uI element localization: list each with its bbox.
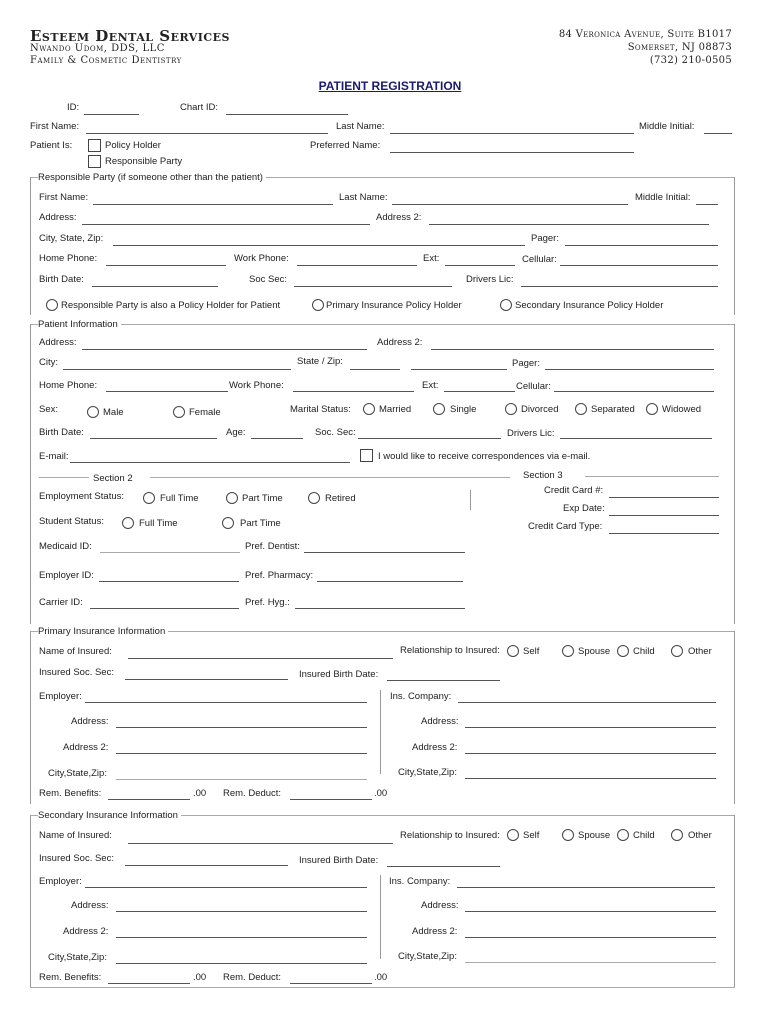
section2-line-left: [39, 477, 89, 478]
rp-work-phone-label: Work Phone:: [234, 253, 289, 264]
sec-cents2: .00: [374, 972, 388, 983]
pt-separated-label: Separated: [591, 404, 635, 415]
secondary-mid-divider: [380, 875, 381, 959]
rp-first-name-field[interactable]: [93, 204, 333, 205]
sec-rem-benefits-field[interactable]: [108, 983, 190, 984]
rp-address2-field[interactable]: [429, 224, 709, 225]
pref-pharmacy-label: Pref. Pharmacy:: [245, 570, 314, 581]
sec-child-label: Child: [633, 830, 655, 841]
pt-ext-label: Ext:: [422, 380, 439, 391]
stu-full-time-label: Full Time: [139, 518, 178, 529]
pt-ext-field[interactable]: [444, 391, 515, 392]
pri-spouse-label: Spouse: [578, 646, 611, 657]
pt-drivers-lic-label: Drivers Lic:: [507, 428, 555, 439]
employer-id-field[interactable]: [99, 581, 239, 582]
pt-zip-field[interactable]: [411, 369, 507, 370]
pt-cellular-field[interactable]: [554, 391, 714, 392]
responsible-right-border: [734, 177, 735, 315]
pri-employer-label: Employer:: [39, 691, 82, 702]
sec-insured-soc-label: Insured Soc. Sec:: [39, 853, 114, 864]
sec-address2-r-field[interactable]: [465, 937, 716, 938]
pt-email-label: E-mail:: [39, 451, 69, 462]
primary-left-border: [30, 631, 31, 804]
pri-relationship-label: Relationship to Insured:: [400, 645, 500, 656]
rp-soc-sec-label: Soc Sec:: [249, 274, 288, 285]
pt-widowed-radio[interactable]: [646, 403, 658, 415]
section2-line-right: [150, 477, 510, 478]
sec-ins-company-field[interactable]: [457, 887, 715, 888]
rp-primary-holder-label: Primary Insurance Policy Holder: [326, 300, 462, 311]
pri-address-r-label: Address:: [421, 716, 459, 727]
pt-birth-date-field[interactable]: [90, 438, 217, 439]
pri-csz-r-field[interactable]: [465, 778, 716, 779]
pt-soc-sec-field[interactable]: [358, 438, 501, 439]
rp-cellular-label: Cellular:: [522, 254, 557, 265]
primary-mid-divider: [380, 690, 381, 774]
rp-address2-label: Address 2:: [376, 212, 422, 223]
secondary-left-border: [30, 815, 31, 987]
rp-policy-holder-label: Responsible Party is also a Policy Holder for Patient: [61, 300, 281, 311]
primary-right-border: [734, 631, 735, 804]
rp-ext-label: Ext:: [423, 253, 440, 264]
pt-cellular-label: Cellular:: [516, 381, 551, 392]
first-name-field[interactable]: [86, 133, 328, 134]
pri-name-insured-field[interactable]: [128, 658, 393, 659]
pri-name-insured-label: Name of Insured:: [39, 646, 112, 657]
rp-policy-holder-radio[interactable]: [46, 299, 58, 311]
sec-cents1: .00: [193, 972, 207, 983]
street-address: 84 Veronica Avenue, Suite B1017: [558, 29, 732, 40]
pri-rem-deduct-field[interactable]: [290, 799, 372, 800]
sec-insured-birth-field[interactable]: [387, 866, 500, 867]
pt-home-phone-field[interactable]: [106, 391, 228, 392]
sec-relationship-label: Relationship to Insured:: [400, 830, 500, 841]
emp-retired-radio[interactable]: [308, 492, 320, 504]
rp-primary-holder-radio[interactable]: [312, 299, 324, 311]
pt-birth-date-label: Birth Date:: [39, 427, 84, 438]
secondary-section-title: Secondary Insurance Information: [38, 810, 181, 821]
secondary-bottom-border: [30, 987, 735, 988]
rp-secondary-holder-radio[interactable]: [500, 299, 512, 311]
rp-drivers-lic-label: Drivers Lic:: [466, 274, 514, 285]
rp-drivers-lic-field[interactable]: [521, 286, 718, 287]
pri-spouse-radio[interactable]: [562, 645, 574, 657]
exp-date-field[interactable]: [609, 515, 719, 516]
rp-home-phone-label: Home Phone:: [39, 253, 98, 264]
section3-title: Section 3: [523, 470, 563, 481]
pt-married-radio[interactable]: [363, 403, 375, 415]
emp-retired-label: Retired: [325, 493, 356, 504]
responsible-party-checkbox[interactable]: [88, 155, 101, 168]
pt-email-opt-checkbox[interactable]: [360, 449, 373, 462]
rp-pager-field[interactable]: [565, 245, 718, 246]
emp-part-time-label: Part Time: [242, 493, 283, 504]
exp-date-label: Exp Date:: [563, 503, 605, 514]
pt-male-radio[interactable]: [87, 406, 99, 418]
sec-self-label: Self: [523, 830, 540, 841]
section3-line: [585, 476, 719, 477]
id-label: ID:: [67, 102, 80, 113]
first-name-label: First Name:: [30, 121, 80, 132]
rp-soc-sec-field[interactable]: [294, 286, 452, 287]
sec-address-r-field[interactable]: [465, 911, 716, 912]
pt-city-field[interactable]: [63, 369, 291, 370]
emp-part-time-radio[interactable]: [226, 492, 238, 504]
pt-age-field[interactable]: [251, 438, 303, 439]
pt-city-label: City:: [39, 357, 58, 368]
pri-csz-l-field[interactable]: [116, 779, 367, 780]
pt-address2-field[interactable]: [431, 349, 714, 350]
pri-cents1: .00: [193, 788, 207, 799]
rp-home-phone-field[interactable]: [106, 265, 226, 266]
stu-part-time-label: Part Time: [240, 518, 281, 529]
pri-child-radio[interactable]: [617, 645, 629, 657]
pt-drivers-lic-field[interactable]: [560, 438, 712, 439]
employer-id-label: Employer ID:: [39, 570, 94, 581]
sec-address-l-label: Address:: [71, 900, 109, 911]
pri-address2-r-field[interactable]: [465, 753, 716, 754]
patient-left-border: [30, 324, 31, 624]
pri-insured-soc-field[interactable]: [125, 679, 288, 680]
sec-child-radio[interactable]: [617, 829, 629, 841]
preferred-name-field[interactable]: [390, 152, 634, 153]
medicaid-id-field[interactable]: [100, 552, 240, 553]
sec-address2-l-label: Address 2:: [63, 926, 109, 937]
sec-insured-soc-field[interactable]: [125, 865, 288, 866]
pref-dentist-field[interactable]: [304, 552, 465, 553]
pt-female-label: Female: [189, 407, 221, 418]
middle-initial-label: Middle Initial:: [639, 121, 695, 132]
rp-first-name-label: First Name:: [39, 192, 89, 203]
pt-soc-sec-label: Soc. Sec:: [315, 427, 356, 438]
pri-child-label: Child: [633, 646, 655, 657]
pref-hyg-field[interactable]: [295, 608, 465, 609]
card-type-label: Credit Card Type:: [528, 521, 603, 532]
pt-separated-radio[interactable]: [575, 403, 587, 415]
rp-last-name-field[interactable]: [392, 204, 628, 205]
sec-self-radio[interactable]: [507, 829, 519, 841]
rp-last-name-label: Last Name:: [339, 192, 388, 203]
pri-cents2: .00: [374, 788, 388, 799]
rp-csz-field[interactable]: [113, 245, 525, 246]
patient-section-title: Patient Information: [38, 319, 121, 330]
pri-csz-l-label: City,State,Zip:: [48, 768, 107, 779]
sec-other-label: Other: [688, 830, 712, 841]
pt-divorced-radio[interactable]: [505, 403, 517, 415]
pt-state-zip-label: State / Zip:: [297, 356, 343, 367]
doctor-name: Nwando Udom, DDS, LLC: [30, 43, 165, 54]
stu-full-time-radio[interactable]: [122, 517, 134, 529]
pt-address2-label: Address 2:: [377, 337, 423, 348]
sec-rem-deduct-label: Rem. Deduct:: [223, 972, 282, 983]
rp-secondary-holder-label: Secondary Insurance Policy Holder: [515, 300, 664, 311]
last-name-field[interactable]: [390, 133, 634, 134]
pt-state-field[interactable]: [350, 369, 400, 370]
rp-csz-label: City, State, Zip:: [39, 233, 104, 244]
section2-title: Section 2: [93, 473, 133, 484]
pri-address2-r-label: Address 2:: [412, 742, 458, 753]
sec-address2-r-label: Address 2:: [412, 926, 458, 937]
credit-card-field[interactable]: [609, 497, 719, 498]
chart-id-field[interactable]: [226, 114, 348, 115]
medicaid-id-label: Medicaid ID:: [39, 541, 92, 552]
patient-right-border: [734, 324, 735, 624]
pt-widowed-label: Widowed: [662, 404, 702, 415]
chart-id-label: Chart ID:: [180, 102, 219, 113]
sec-spouse-radio[interactable]: [562, 829, 574, 841]
responsible-party-label: Responsible Party: [105, 156, 183, 167]
pref-hyg-label: Pref. Hyg.:: [245, 597, 290, 608]
emp-full-time-label: Full Time: [160, 493, 199, 504]
section2-divider: [470, 490, 471, 510]
rp-address-field[interactable]: [82, 224, 370, 225]
pt-marital-label: Marital Status:: [290, 404, 351, 415]
sec-csz-r-label: City,State,Zip:: [398, 951, 457, 962]
rp-birth-date-field[interactable]: [92, 286, 218, 287]
credit-card-label: Credit Card #:: [544, 485, 604, 496]
pt-single-radio[interactable]: [433, 403, 445, 415]
pri-insured-birth-label: Insured Birth Date:: [299, 669, 379, 680]
pri-insured-soc-label: Insured Soc. Sec:: [39, 667, 114, 678]
sec-csz-l-field[interactable]: [116, 963, 367, 964]
pt-work-phone-label: Work Phone:: [229, 380, 284, 391]
pref-pharmacy-field[interactable]: [317, 581, 463, 582]
sec-other-radio[interactable]: [671, 829, 683, 841]
policy-holder-checkbox[interactable]: [88, 139, 101, 152]
pri-self-radio[interactable]: [507, 645, 519, 657]
pri-insured-birth-field[interactable]: [387, 680, 500, 681]
pt-address-field[interactable]: [82, 349, 367, 350]
emp-full-time-radio[interactable]: [143, 492, 155, 504]
pri-other-radio[interactable]: [671, 645, 683, 657]
pt-female-radio[interactable]: [173, 406, 185, 418]
pt-pager-label: Pager:: [512, 358, 540, 369]
pri-address2-l-label: Address 2:: [63, 742, 109, 753]
business-name: Esteem Dental Services: [30, 27, 230, 45]
pt-age-label: Age:: [226, 427, 246, 438]
sec-employer-label: Employer:: [39, 876, 82, 887]
sec-address-r-label: Address:: [421, 900, 459, 911]
pt-work-phone-field[interactable]: [293, 391, 414, 392]
pt-married-label: Married: [379, 404, 412, 415]
sec-employer-field[interactable]: [85, 887, 367, 888]
rp-address-label: Address:: [39, 212, 77, 223]
pri-address-r-field[interactable]: [465, 727, 716, 728]
student-status-label: Student Status:: [39, 516, 104, 527]
page-title: PATIENT REGISTRATION: [318, 79, 462, 93]
rp-work-phone-field[interactable]: [297, 265, 417, 266]
pri-address-l-label: Address:: [71, 716, 109, 727]
carrier-id-field[interactable]: [90, 608, 239, 609]
sec-rem-deduct-field[interactable]: [290, 983, 372, 984]
city-address: Somerset, NJ 08873: [627, 42, 732, 53]
pt-address-label: Address:: [39, 337, 77, 348]
preferred-name-label: Preferred Name:: [310, 140, 381, 151]
rp-middle-initial-field[interactable]: [696, 204, 718, 205]
patient-section-border: [30, 324, 735, 325]
pref-dentist-label: Pref. Dentist:: [245, 541, 300, 552]
pri-address-l-field[interactable]: [116, 727, 367, 728]
pt-home-phone-label: Home Phone:: [39, 380, 98, 391]
sec-address-l-field[interactable]: [116, 911, 367, 912]
pt-email-opt-label: I would like to receive correspondences via e-mail.: [378, 451, 591, 462]
rp-birth-date-label: Birth Date:: [39, 274, 84, 285]
pt-email-field[interactable]: [70, 462, 350, 463]
pri-rem-deduct-label: Rem. Deduct:: [223, 788, 282, 799]
pri-ins-company-field[interactable]: [458, 702, 716, 703]
employment-status-label: Employment Status:: [39, 491, 125, 502]
pt-sex-label: Sex:: [39, 404, 59, 415]
sec-name-insured-field[interactable]: [128, 843, 393, 844]
stu-part-time-radio[interactable]: [222, 517, 234, 529]
rp-middle-initial-label: Middle Initial:: [635, 192, 691, 203]
policy-holder-label: Policy Holder: [105, 140, 161, 151]
middle-initial-field[interactable]: [704, 133, 732, 134]
pri-rem-benefits-field[interactable]: [108, 799, 190, 800]
patient-is-label: Patient Is:: [30, 140, 73, 151]
sec-ins-company-label: Ins. Company:: [389, 876, 451, 887]
rp-pager-label: Pager:: [531, 233, 559, 244]
pt-male-label: Male: [103, 407, 124, 418]
pri-address2-l-field[interactable]: [116, 753, 367, 754]
pt-divorced-label: Divorced: [521, 404, 559, 415]
responsible-left-border: [30, 177, 31, 315]
sec-csz-r-field[interactable]: [465, 962, 716, 963]
sec-spouse-label: Spouse: [578, 830, 611, 841]
rp-ext-field[interactable]: [445, 265, 515, 266]
secondary-right-border: [734, 815, 735, 987]
sec-csz-l-label: City,State,Zip:: [48, 952, 107, 963]
last-name-label: Last Name:: [336, 121, 385, 132]
sec-insured-birth-label: Insured Birth Date:: [299, 855, 379, 866]
pri-rem-benefits-label: Rem. Benefits:: [39, 788, 102, 799]
id-field[interactable]: [84, 114, 139, 115]
responsible-section-title: Responsible Party (if someone other than the patient): [38, 172, 266, 183]
pri-other-label: Other: [688, 646, 712, 657]
practice-type: Family & Cosmetic Dentistry: [30, 55, 182, 66]
sec-address2-l-field[interactable]: [116, 937, 367, 938]
pri-ins-company-label: Ins. Company:: [390, 691, 452, 702]
pt-pager-field[interactable]: [545, 369, 714, 370]
pt-single-label: Single: [450, 404, 477, 415]
card-type-field[interactable]: [609, 533, 719, 534]
pri-csz-r-label: City,State,Zip:: [398, 767, 457, 778]
rp-cellular-field[interactable]: [560, 265, 718, 266]
sec-rem-benefits-label: Rem. Benefits:: [39, 972, 102, 983]
pri-employer-field[interactable]: [85, 702, 367, 703]
pri-self-label: Self: [523, 646, 540, 657]
office-phone: (732) 210-0505: [649, 55, 732, 66]
carrier-id-label: Carrier ID:: [39, 597, 83, 608]
sec-name-insured-label: Name of Insured:: [39, 830, 112, 841]
primary-section-title: Primary Insurance Information: [38, 626, 168, 637]
